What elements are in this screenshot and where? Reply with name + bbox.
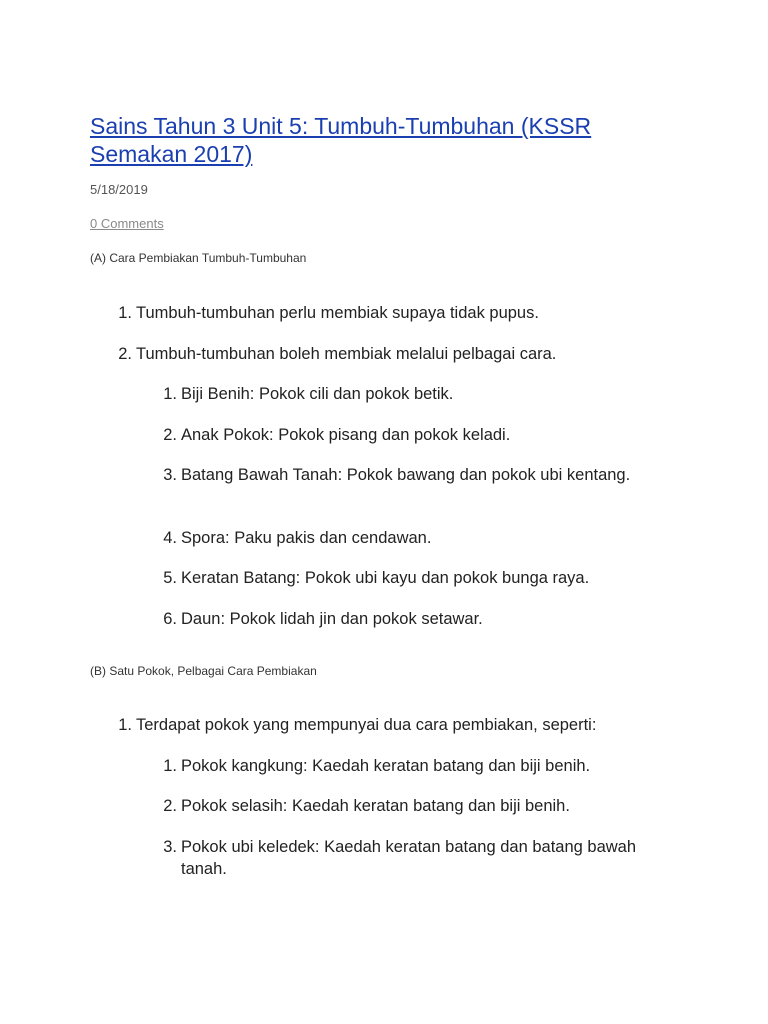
list-text: Batang Bawah Tanah: Pokok bawang dan pokok ubi kentang. [181,466,631,484]
list-number: 2. [163,426,177,444]
list-text: Spora: Paku pakis dan cendawan. [181,529,432,547]
list-number: 1. [118,716,132,734]
list-number: 3. [163,838,177,856]
list-text: Daun: Pokok lidah jin dan pokok setawar. [181,610,483,628]
comments-link[interactable]: 0 Comments [90,216,164,231]
list-text: Biji Benih: Pokok cili dan pokok betik. [181,385,454,403]
list-number: 5. [163,569,177,587]
list-text: Tumbuh-tumbuhan boleh membiak melalui pelbagai cara. [136,345,557,363]
list-number: 1. [163,385,177,403]
list-number: 2. [163,797,177,815]
list-text: Tumbuh-tumbuhan perlu membiak supaya tidak pupus. [136,304,539,322]
post-title-link[interactable]: Sains Tahun 3 Unit 5: Tumbuh-Tumbuhan (KSSR Semakan 2017) [90,113,592,167]
list-number: 1. [118,304,132,322]
list-text: Terdapat pokok yang mempunyai dua cara pembiakan, seperti: [136,716,597,734]
list-number: 3. [163,466,177,484]
list-number: 4. [163,529,177,547]
list-text: Pokok kangkung: Kaedah keratan batang dan biji benih. [181,757,591,775]
list-text: Pokok ubi keledek: Kaedah keratan batang dan batang bawah tanah. [181,838,637,878]
section-b-heading: (B) Satu Pokok, Pelbagai Cara Pembiakan [90,664,317,678]
list-text: Anak Pokok: Pokok pisang dan pokok keladi. [181,426,511,444]
section-a-heading: (A) Cara Pembiakan Tumbuh-Tumbuhan [90,251,307,265]
list-text: Pokok selasih: Kaedah keratan batang dan biji benih. [181,797,570,815]
list-number: 2. [118,345,132,363]
list-number: 1. [163,757,177,775]
list-number: 6. [163,610,177,628]
list-text: Keratan Batang: Pokok ubi kayu dan pokok bunga raya. [181,569,590,587]
post-date: 5/18/2019 [90,182,148,197]
